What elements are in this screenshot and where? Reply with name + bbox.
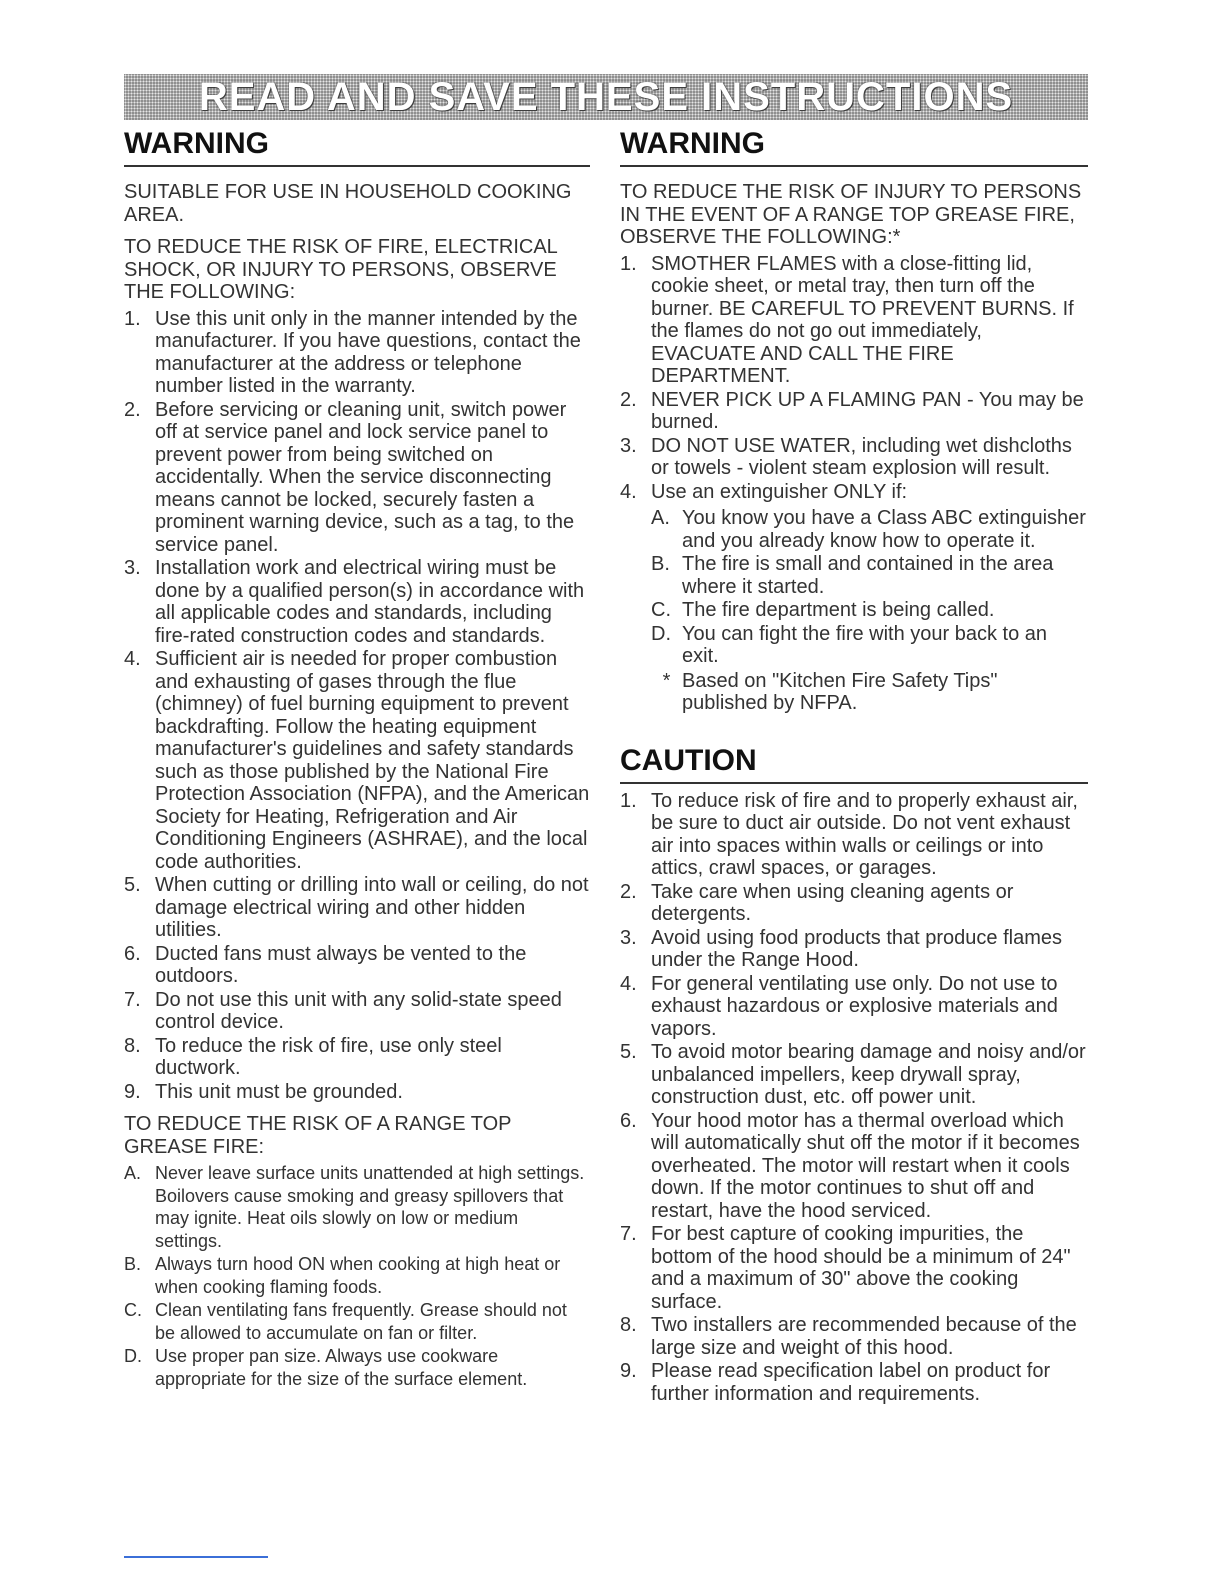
list-item: 4. Use an extinguisher ONLY if: [620,480,908,503]
right-column [620,120,1088,1405]
list-item: 1. SMOTHER FLAMES with a close-fitting lid, cookie sheet, or metal tray, then turn off the burner. BE CAREFUL TO PREVENT BURNS. If the flames do not go out immediately, EVACUATE AND CALL THE FIRE DEPARTMENT. [620,252,1074,387]
list-item: 6. Ducted fans must always be vented to the outdoors. [124,942,527,987]
source-footnote [651,670,1088,715]
electrical-risk-intro: TO REDUCE THE RISK OF FIRE, ELECTRICAL SHOCK, OR INJURY TO PERSONS, OBSERVE THE FOLLOWING: [124,236,558,303]
banner-title: READ AND SAVE THESE INSTRUCTIONS [198,74,1014,119]
list-item: 7. Do not use this unit with any solid-state speed control device. [124,988,562,1033]
warning-list [124,308,590,1104]
list-item: 2. Take care when using cleaning agents or detergents. [620,880,1014,925]
list-item: 1. Use this unit only in the manner intended by the manufacturer. If you have questions, contact the manufacturer at the address or telephone number listed in the warranty. [124,307,581,397]
list-item: B. Always turn hood ON when cooking at high heat or when cooking flaming foods. [124,1254,561,1297]
list-item: 6. Your hood motor has a thermal overload which will automatically shut off the motor if it becomes overheated. The motor will restart when it cools down. If the motor continues to shut off and restart, have the hood serviced. [620,1109,1080,1222]
list-item: 8. Two installers are recommended because of the large size and weight of this hood. [620,1314,1077,1359]
range-fire-list [620,253,1088,504]
footnote-text: Based on "Kitchen Fire Safety Tips" published by NFPA. [682,669,998,714]
instructions-banner [124,74,1088,120]
list-item: 5. When cutting or drilling into wall or ceiling, do not damage electrical wiring and other hidden utilities. [124,874,589,941]
list-item: 3. DO NOT USE WATER, including wet dishcloths or towels - violent steam explosion will result. [620,434,1072,479]
list-item: A. You know you have a Class ABC extinguisher and you already know how to operate it. [651,507,1086,552]
list-item: D. Use proper pan size. Always use cookware appropriate for the size of the surface element. [124,1346,528,1389]
list-item: 2. NEVER PICK UP A FLAMING PAN - You may be burned. [620,388,1084,433]
list-item: 9. This unit must be grounded. [124,1080,403,1103]
list-item: A. Never leave surface units unattended at high settings. Boilovers cause smoking and greasy spillovers that may ignite. Heat oils slowly on low or medium settings. [124,1163,585,1251]
list-item: 3. Avoid using food products that produce flames under the Range Hood. [620,926,1062,971]
list-item: 4. For general ventilating use only. Do not use to exhaust hazardous or explosive materials and vapors. [620,972,1058,1040]
list-item: 8. To reduce the risk of fire, use only steel ductwork. [124,1034,502,1079]
grease-fire-list [124,1162,590,1390]
list-item: D. You can fight the fire with your back to an exit. [651,622,1048,667]
footnote-mark: * [662,669,671,692]
list-item: B. The fire is small and contained in the area where it started. [651,553,1054,598]
range-fire-intro: TO REDUCE THE RISK OF INJURY TO PERSONS IN THE EVENT OF A RANGE TOP GREASE FIRE, OBSERVE THE FOLLOWING:* [620,181,1082,248]
household-use-note: SUITABLE FOR USE IN HOUSEHOLD COOKING AREA. [124,181,572,226]
right-warning-heading: WARNING [620,124,1088,167]
list-item: 7. For best capture of cooking impurities, the bottom of the hood should be a minimum of 24" and a maximum of 30" above the cooking surface. [620,1223,1071,1313]
list-item: C. The fire department is being called. [651,599,995,621]
list-item: C. Clean ventilating fans frequently. Grease should not be allowed to accumulate on fan or filter. [124,1300,567,1343]
caution-heading: CAUTION [620,741,1088,784]
caution-list [620,790,1088,1406]
list-item: 9. Please read specification label on product for further information and requirements. [620,1360,1051,1405]
list-item: 3. Installation work and electrical wiring must be done by a qualified person(s) in accordance with all applicable codes and standards, including fire-rated construction codes and standards. [124,557,585,647]
list-item: 4. Sufficient air is needed for proper combustion and exhausting of gases through the flue (chimney) of fuel burning equipment to prevent backdrafting. Follow the heating equipment manufacturer's guidelines and safety standards such as those published by the National Fire Protection Association (NFPA), and the American Society for Heating, Refrigeration and Air Conditioning Engineers (ASHRAE), and the local code authorities. [124,648,590,873]
grease-fire-intro: TO REDUCE THE RISK OF A RANGE TOP GREASE FIRE: [124,1113,512,1158]
left-column [124,120,590,1390]
footer-rule [124,1556,268,1558]
left-warning-heading: WARNING [124,124,590,167]
list-item: 1. To reduce risk of fire and to properly exhaust air, be sure to duct air outside. Do not vent exhaust air into spaces within walls or ceilings or into attics, crawl spaces, or garages. [620,789,1078,879]
list-item: 5. To avoid motor bearing damage and noisy and/or unbalanced impellers, keep drywall spray, construction dust, etc. off power unit. [620,1041,1086,1108]
extinguisher-conditions-list [651,507,1088,668]
list-item: 2. Before servicing or cleaning unit, switch power off at service panel and lock service panel to prevent power from being switched on accidentally. When the service disconnecting means cannot be locked, securely fasten a prominent warning device, such as a tag, to the service panel. [124,398,575,556]
